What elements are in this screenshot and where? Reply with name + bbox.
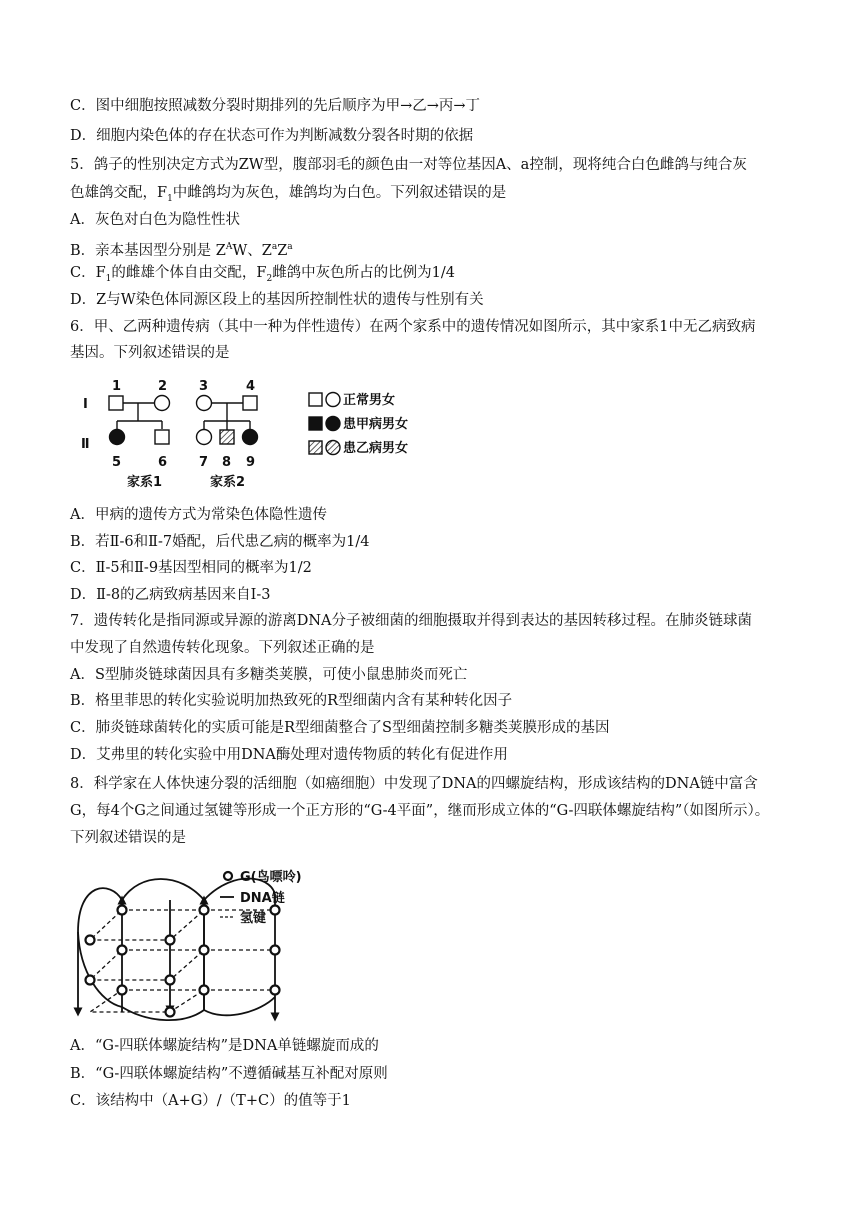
individual-6 — [155, 430, 169, 444]
individual-8 — [220, 430, 234, 444]
gen-label-2: Ⅱ — [81, 437, 90, 452]
option-a-q6: A．甲病的遗传方式为常染色体隐性遗传 — [70, 507, 327, 523]
option-a-q8: A．“G-四联体螺旋结构”是DNA单链螺旋而成的 — [70, 1038, 379, 1054]
question-7-stem: 7．遗传转化是指同源或异源的游离DNA分子被细菌的细胞摄取并得到表达的基因转移过程。在肺炎链球菌 — [70, 613, 753, 629]
g-base — [166, 1008, 175, 1017]
g-base — [118, 946, 127, 955]
gen-label-1: I — [83, 397, 88, 412]
g-base — [166, 936, 175, 945]
legend-yi-female — [326, 441, 340, 455]
g-base — [200, 986, 209, 995]
g-base — [86, 936, 95, 945]
num-6: 6 — [158, 455, 168, 470]
num-7: 7 — [199, 455, 209, 470]
legend-yi-male — [309, 441, 322, 454]
g-base — [271, 986, 280, 995]
legend-normal-female — [326, 393, 340, 407]
g-base — [86, 976, 95, 985]
g-base — [118, 986, 127, 995]
question-8-stem: 8．科学家在人体快速分裂的活细胞（如癌细胞）中发现了DNA的四螺旋结构，形成该结构的DNA链中富含 — [70, 776, 758, 792]
option-b-q5: B．亲本基因型分别是 $Z^AW$、$Z^aZ^a$ — [70, 242, 293, 259]
option-a-q5: A．灰色对白色为隐性性状 — [70, 212, 240, 228]
legend-jia-label: 患甲病男女 — [343, 417, 409, 432]
individual-2 — [155, 396, 170, 411]
family-2-label: 家系2 — [210, 475, 246, 490]
legend-yi-label: 患乙病男女 — [343, 441, 409, 456]
g-base — [271, 906, 280, 915]
g-base — [271, 946, 280, 955]
num-1: 1 — [112, 379, 122, 394]
num-5: 5 — [112, 455, 122, 470]
individual-4 — [243, 396, 257, 410]
individual-9 — [243, 430, 258, 445]
legend-g-label: G(鸟嘌呤) — [240, 870, 302, 885]
question-8-stem-end: 下列叙述错误的是 — [70, 830, 186, 846]
option-d-q4: D．细胞内染色体的存在状态可作为判断减数分裂各时期的依据 — [70, 128, 474, 144]
legend-chain-label: DNA链 — [240, 891, 285, 906]
option-a-q7: A．S型肺炎链球菌因具有多糖类荚膜，可使小鼠患肺炎而死亡 — [70, 667, 468, 683]
g-base — [200, 946, 209, 955]
num-3: 3 — [199, 379, 209, 394]
legend-hbond-label: 氢键 — [240, 911, 267, 926]
num-8: 8 — [222, 455, 232, 470]
pedigree-figure — [75, 375, 445, 490]
question-5-stem-cont: 色雄鸽交配，$F_1$中雌鸽均为灰色，雄鸽均为白色。下列叙述错误的是 — [70, 185, 507, 204]
legend-normal-male — [309, 393, 322, 406]
g-base — [200, 906, 209, 915]
question-7-stem-cont: 中发现了自然遗传转化现象。下列叙述正确的是 — [70, 640, 375, 656]
option-c-q4: C．图中细胞按照减数分裂时期排列的先后顺序为甲→乙→丙→丁 — [70, 98, 481, 114]
individual-7 — [197, 430, 212, 445]
legend-jia-female — [326, 417, 340, 431]
question-5-stem: 5．鸽子的性别决定方式为ZW型，腹部羽毛的颜色由一对等位基因A、a控制，现将纯合白色雌鸽与纯合灰 — [70, 157, 747, 173]
option-c-q6: C．Ⅱ-5和Ⅱ-9基因型相同的概率为1/2 — [70, 560, 312, 576]
legend-g-symbol — [224, 872, 232, 880]
option-d-q5: D．Z与W染色体同源区段上的基因所控制性状的遗传与性别有关 — [70, 292, 484, 308]
option-b-q7: B．格里菲思的转化实验说明加热致死的R型细菌内含有某种转化因子 — [70, 693, 513, 709]
option-c-q8: C．该结构中（A+G）/（T+C）的值等于1 — [70, 1093, 351, 1109]
num-2: 2 — [158, 379, 168, 394]
option-b-q8: B．“G-四联体螺旋结构”不遵循碱基互补配对原则 — [70, 1066, 388, 1082]
g-base — [118, 906, 127, 915]
num-9: 9 — [246, 455, 256, 470]
option-c-q5: C．$F_1$的雌雄个体自由交配，$F_2$雌鸽中灰色所占的比例为1/4 — [70, 265, 456, 284]
question-6-stem-cont: 基因。下列叙述错误的是 — [70, 345, 230, 361]
option-b-q6: B．若Ⅱ-6和Ⅱ-7婚配，后代患乙病的概率为1/4 — [70, 534, 370, 550]
individual-1 — [109, 396, 123, 410]
legend-normal-label: 正常男女 — [343, 393, 396, 408]
individual-3 — [197, 396, 212, 411]
g-quadruplex-figure — [70, 852, 340, 1024]
legend-jia-male — [309, 417, 322, 430]
individual-5 — [110, 430, 125, 445]
num-4: 4 — [246, 379, 256, 394]
family-1-label: 家系1 — [127, 475, 163, 490]
option-d-q7: D．艾弗里的转化实验中用DNA酶处理对遗传物质的转化有促进作用 — [70, 747, 508, 763]
g-base — [166, 976, 175, 985]
question-6-stem: 6．甲、乙两种遗传病（其中一种为伴性遗传）在两个家系中的遗传情况如图所示，其中家系1中无乙病致病 — [70, 319, 756, 335]
option-d-q6: D．Ⅱ-8的乙病致病基因来自I-3 — [70, 587, 271, 603]
question-8-stem-cont: G，每4个G之间通过氢键等形成一个正方形的“G-4平面”，继而形成立体的“G-四联体螺旋结构”（如图所示）。 — [70, 803, 770, 819]
option-c-q7: C．肺炎链球菌转化的实质可能是R型细菌整合了S型细菌控制多糖类荚膜形成的基因 — [70, 720, 610, 736]
